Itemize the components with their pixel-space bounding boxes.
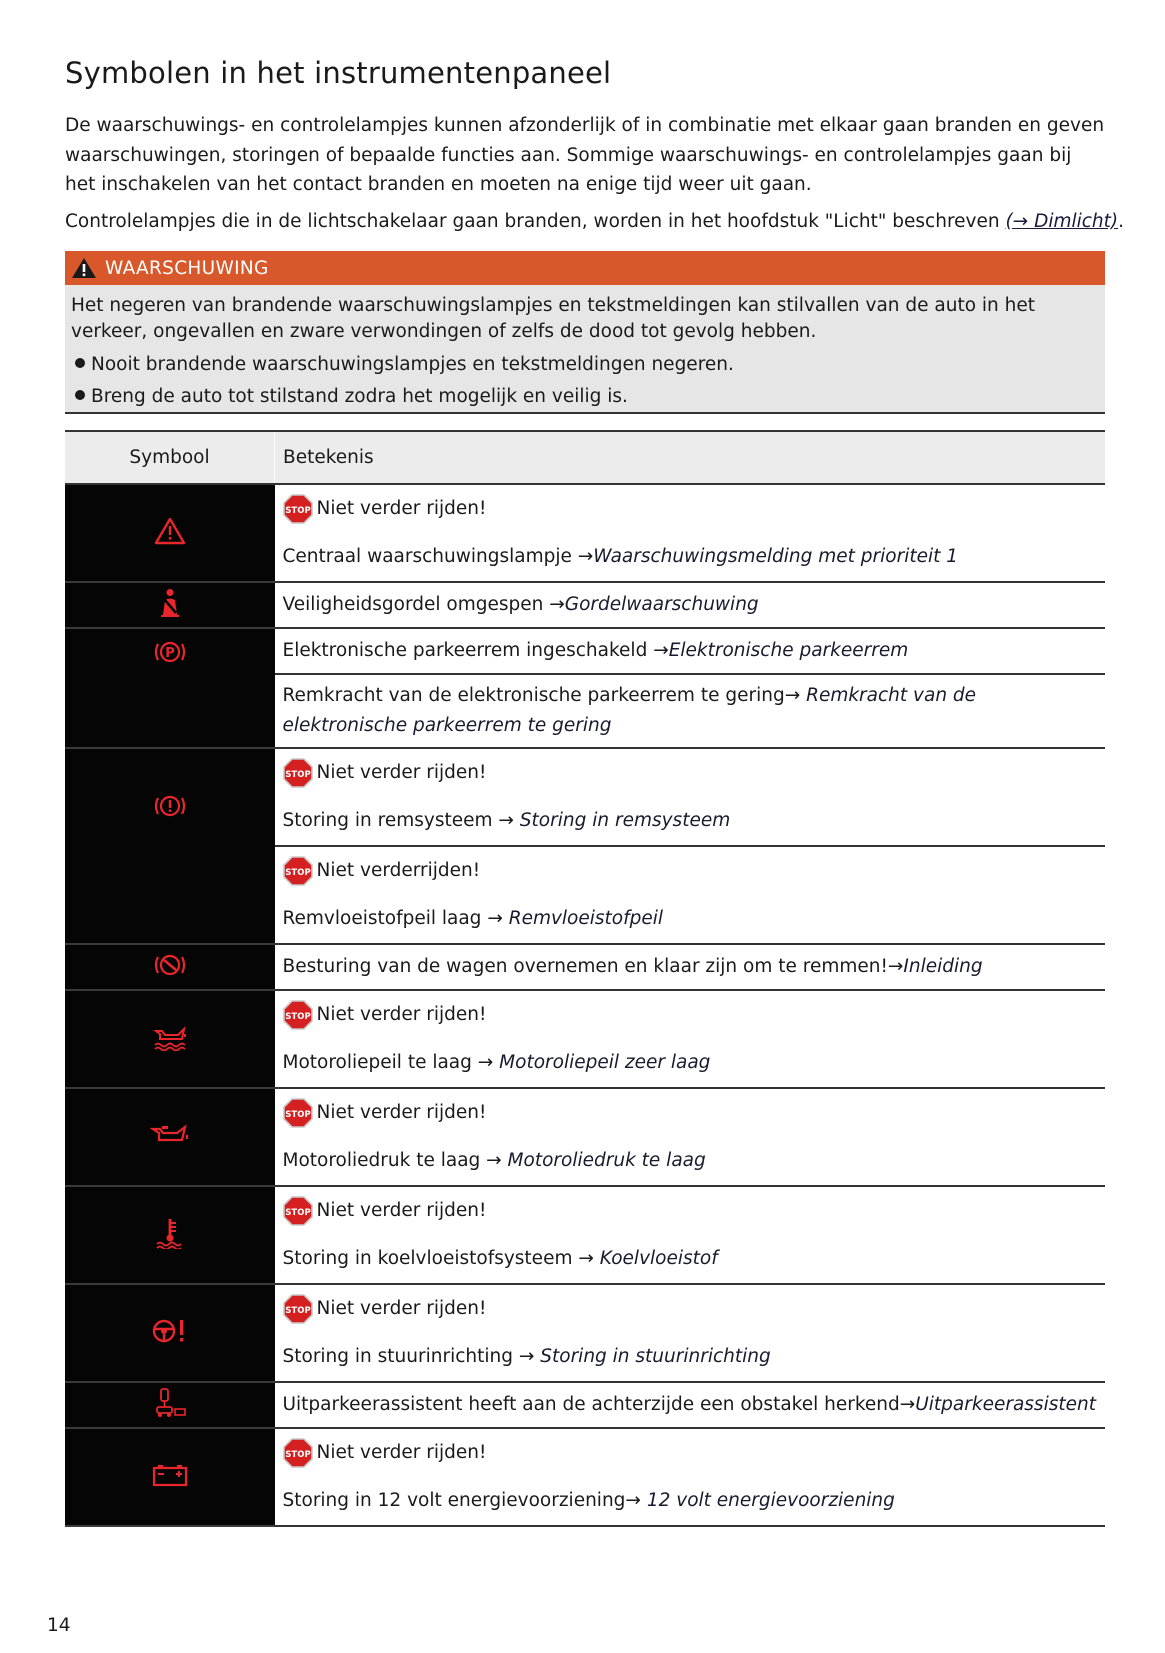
arrow-icon: →	[486, 1150, 502, 1171]
table-header-row	[65, 431, 1105, 484]
table-row	[65, 1088, 1105, 1186]
meaning-cell	[275, 628, 1106, 674]
svg-text:P: P	[164, 646, 175, 661]
table-row	[65, 1186, 1105, 1284]
oil-level-icon	[152, 1036, 188, 1055]
arrow-icon: →	[578, 1248, 594, 1269]
symbol-cell	[65, 484, 275, 582]
exit-assist-icon	[151, 1404, 189, 1423]
symbol-cell	[65, 1186, 275, 1284]
meaning-line	[283, 681, 1105, 741]
table-row	[65, 1428, 1105, 1526]
symbol-cell	[65, 990, 275, 1088]
meaning-text: Motoroliepeil te laag	[282, 1052, 478, 1073]
stop-icon	[283, 856, 313, 886]
meaning-line	[283, 952, 1105, 982]
svg-text:STOP: STOP	[284, 1110, 311, 1120]
symbol-cell	[65, 582, 275, 628]
stop-icon	[283, 1000, 313, 1030]
stop-icon	[283, 758, 313, 788]
meaning-line	[283, 1486, 1105, 1516]
meaning-cell	[275, 484, 1106, 582]
meaning-line	[283, 542, 1105, 572]
stop-text: Niet verder rijden!	[316, 762, 487, 783]
cross-reference-link[interactable]: Motoroliedruk te laag	[501, 1150, 706, 1171]
arrow-icon: →	[887, 956, 904, 977]
page-number: 14	[47, 1615, 71, 1636]
stop-line	[283, 1098, 1105, 1128]
arrow-icon: →	[653, 640, 669, 661]
meaning-cell	[275, 1186, 1106, 1284]
meaning-line	[283, 636, 1105, 666]
table-row	[65, 1284, 1105, 1382]
table-row	[65, 748, 1105, 846]
meaning-text: Elektronische parkeerrem ingeschakeld	[282, 640, 654, 661]
stop-line	[283, 758, 1105, 788]
cross-reference-link[interactable]: Remvloeistofpeil	[502, 908, 664, 929]
meaning-cell	[275, 1428, 1106, 1526]
arrow-icon: →	[549, 594, 565, 615]
svg-text:STOP: STOP	[284, 1450, 311, 1460]
svg-text:STOP: STOP	[284, 868, 311, 878]
svg-text:STOP: STOP	[284, 1012, 311, 1022]
cross-reference-link[interactable]: Storing in stuurinrichting	[534, 1346, 771, 1367]
symbols-table	[65, 430, 1105, 1527]
warning-triangle-icon	[154, 530, 186, 549]
intro-lights-paragraph	[65, 208, 1125, 236]
warning-bullet	[75, 349, 1105, 381]
meaning-line	[283, 904, 1105, 934]
warning-body	[65, 285, 1105, 414]
stop-text: Niet verder rijden!	[316, 1004, 487, 1025]
warning-list	[65, 349, 1105, 413]
stop-icon	[283, 1294, 313, 1324]
seatbelt-icon	[157, 603, 183, 622]
meaning-text: Motoroliedruk te laag	[282, 1150, 487, 1171]
symbol-cell	[65, 748, 275, 944]
cross-reference-link[interactable]: Waarschuwingsmelding met prioriteit 1	[593, 546, 959, 567]
svg-text:STOP: STOP	[284, 770, 311, 780]
arrow-icon: →	[498, 810, 514, 831]
warning-bullet	[75, 381, 1105, 413]
cross-reference-link[interactable]: Inleiding	[903, 956, 983, 977]
arrow-icon: →	[487, 908, 503, 929]
symbol-cell	[65, 1428, 275, 1526]
stop-line	[283, 494, 1105, 524]
warning-header	[65, 251, 1105, 285]
stop-icon	[283, 1098, 313, 1128]
meaning-text: Uitparkeerassistent heeft aan de achterzijde een obstakel herkend	[282, 1394, 900, 1415]
meaning-line	[283, 1048, 1105, 1078]
meaning-text: Veiligheidsgordel omgespen	[282, 594, 550, 615]
meaning-text: Remkracht van de elektronische parkeerrem te gering	[282, 685, 785, 706]
meaning-column-header: Betekenis	[275, 431, 1106, 484]
symbol-cell	[65, 944, 275, 990]
cross-reference-link[interactable]: 12 volt energievoorziening	[640, 1490, 895, 1511]
meaning-line	[283, 1244, 1105, 1274]
meaning-text: Storing in remsysteem	[282, 810, 499, 831]
cross-reference-link[interactable]: Elektronische parkeerrem	[668, 640, 909, 661]
stop-line	[283, 1438, 1105, 1468]
stop-icon	[283, 1438, 313, 1468]
table-row	[65, 1382, 1105, 1428]
battery-icon	[152, 1472, 188, 1491]
cross-reference-link[interactable]: Storing in remsysteem	[513, 810, 731, 831]
table-row	[65, 628, 1105, 674]
warning-bullet-text: Nooit brandende waarschuwingslampjes en tekstmeldingen negeren.	[91, 354, 734, 375]
coolant-icon	[154, 1234, 186, 1253]
meaning-line	[283, 1146, 1105, 1176]
svg-text:STOP: STOP	[284, 1306, 311, 1316]
symbol-cell	[65, 1284, 275, 1382]
meaning-cell	[275, 944, 1106, 990]
arrow-icon: →	[625, 1490, 641, 1511]
symbol-column-header: Symbool	[65, 431, 275, 484]
cross-reference-link[interactable]: Remkracht van de elektronische parkeerrem te gering	[282, 685, 977, 736]
meaning-line	[283, 806, 1105, 836]
stop-text: Niet verder rijden!	[316, 1442, 487, 1463]
oil-pressure-icon	[150, 1132, 190, 1151]
meaning-text: Storing in 12 volt energievoorziening	[282, 1490, 626, 1511]
table-row	[65, 582, 1105, 628]
stop-text: Niet verder rijden!	[316, 498, 487, 519]
meaning-text: Remvloeistofpeil laag	[282, 908, 488, 929]
stop-line	[283, 1196, 1105, 1226]
stop-text: Niet verder rijden!	[316, 1200, 487, 1221]
meaning-cell	[275, 990, 1106, 1088]
svg-text:STOP: STOP	[284, 506, 311, 516]
table-row	[65, 944, 1105, 990]
stop-line	[283, 856, 1105, 886]
cross-reference-link[interactable]: Gordelwaarschuwing	[564, 594, 759, 615]
meaning-line	[283, 1342, 1105, 1372]
meaning-line	[283, 590, 1105, 620]
meaning-text: Besturing van de wagen overnemen en klaar zijn om te remmen!	[282, 956, 888, 977]
intro-lights-end: .	[1118, 211, 1125, 232]
meaning-text: Storing in koelvloeistofsysteem	[282, 1248, 579, 1269]
svg-text:STOP: STOP	[284, 1208, 311, 1218]
stop-line	[283, 1000, 1105, 1030]
meaning-cell	[275, 582, 1106, 628]
arrow-icon: →	[518, 1346, 535, 1367]
parking-brake-icon	[153, 646, 187, 669]
brake-system-icon	[153, 804, 187, 823]
meaning-cell	[275, 1284, 1106, 1382]
dimlicht-link[interactable]: (→ Dimlicht)	[1005, 211, 1119, 232]
page-title: Symbolen in het instrumentenpaneel	[65, 56, 612, 90]
stop-icon	[283, 494, 313, 524]
cross-reference-link[interactable]: Uitparkeerassistent	[915, 1394, 1096, 1415]
warning-bullet-text: Breng de auto tot stilstand zodra het mogelijk en veilig is.	[91, 386, 628, 407]
warning-triangle-icon	[71, 257, 97, 279]
meaning-text: Storing in stuurinrichting	[282, 1346, 519, 1367]
stop-line	[283, 1294, 1105, 1324]
steering-fault-icon	[151, 1330, 189, 1349]
take-over-brake-icon	[153, 963, 187, 982]
meaning-cell	[275, 846, 1106, 944]
stop-text: Niet verder rijden!	[316, 1298, 487, 1319]
arrow-icon: →	[899, 1394, 916, 1415]
meaning-cell	[275, 1088, 1106, 1186]
symbol-cell	[65, 1382, 275, 1428]
meaning-text: Centraal waarschuwingslampje	[282, 546, 578, 567]
meaning-cell	[275, 674, 1106, 748]
stop-icon	[283, 1196, 313, 1226]
cross-reference-link[interactable]: Koelvloeistof	[593, 1248, 718, 1269]
arrow-icon: →	[784, 685, 801, 706]
meaning-line	[283, 1390, 1105, 1420]
cross-reference-link[interactable]: Motoroliepeil zeer laag	[493, 1052, 711, 1073]
meaning-cell	[275, 1382, 1106, 1428]
stop-text: Niet verder rijden!	[316, 1102, 487, 1123]
table-row	[65, 484, 1105, 582]
arrow-icon: →	[477, 1052, 494, 1073]
meaning-cell	[275, 748, 1106, 846]
table-row	[65, 990, 1105, 1088]
intro-lights-text: Controlelampjes die in de lichtschakelaar gaan branden, worden in het hoofdstuk "Licht" beschreven	[65, 211, 1006, 232]
warning-text: Het negeren van brandende waarschuwingslampjes en tekstmeldingen kan stilvallen van de auto in het verkeer, ongevallen en zware verwondingen of zelfs de dood tot gevolg hebben.	[71, 295, 1036, 342]
symbol-cell	[65, 628, 275, 748]
stop-text: Niet verderrijden!	[316, 860, 481, 881]
arrow-icon: →	[577, 546, 594, 567]
symbol-cell	[65, 1088, 275, 1186]
intro-paragraph: De waarschuwings- en controlelampjes kunnen afzonderlijk of in combinatie met elkaar gaan branden en geven waarschuwingen, storingen of bepaalde functies aan. Sommige waarschuwings- en controlelampjes gaan bij het inschakelen van het contact branden en moeten na enige tijd weer uit gaan.	[65, 115, 1105, 195]
warning-heading: WAARSCHUWING	[105, 257, 269, 279]
